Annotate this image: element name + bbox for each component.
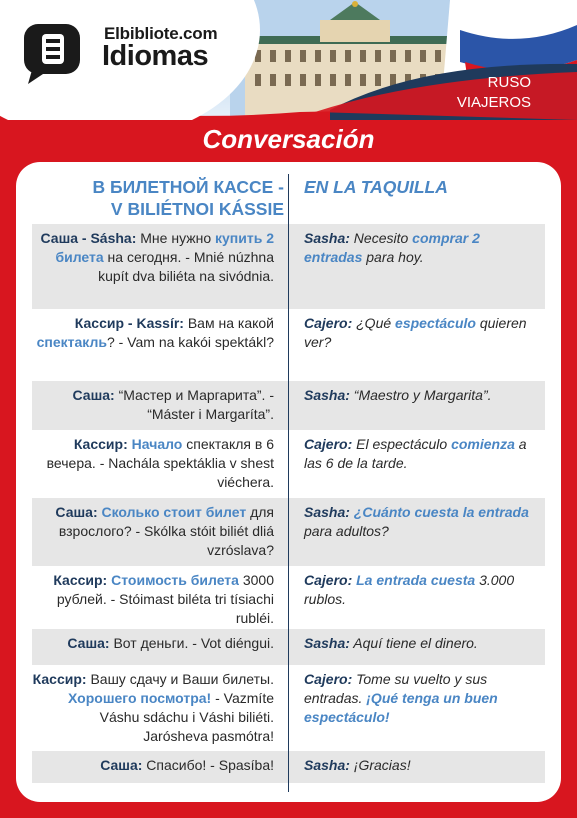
speaker-name: Sasha: [304,757,350,773]
conversation-card [16,162,561,802]
speaker-name: Cajero: [304,671,353,687]
page-title: Conversación [202,124,375,154]
dialogue-text: Вот деньги. - Vot diéngui. [109,635,274,651]
dialogue-text: a las 6 de la tarde. [304,436,527,471]
dialogue-text: Tome su vuelto y sus entradas. [304,671,488,706]
dialogue-text: Aquí tiene el dinero. [349,635,478,651]
speaker-name: Sasha: [304,504,350,520]
speaker-name: Кассир: [53,572,108,588]
column-head-russian-line2: V BILIÉTNOI KÁSSIE [110,199,284,219]
key-phrase: espectáculo [395,315,476,331]
speaker-name: Cajero: [304,436,353,452]
speaker-name: Sasha: [304,635,350,651]
spanish-line [304,571,540,609]
dialogue-text: Necesito [349,230,413,246]
key-phrase: купить 2 билета [55,230,274,265]
spanish-line [304,229,540,267]
dialogue-text: quieren ver? [304,315,527,350]
dialogue-text: ¡Gracias! [349,757,411,773]
dialogue-text: “Мастер и Маргарита”. - “Máster i Margaríta”. [114,387,274,422]
speaker-name: Саша - Sásha: [40,230,137,246]
key-phrase: Стоимость билета [111,572,239,588]
key-phrase: La entrada cuesta [356,572,476,588]
speaker-name: Саша: [55,504,98,520]
speaker-name: Саша: [72,387,115,403]
russian-line [32,503,274,560]
dialogue-text: на сегодня. - Mnié núzhna kupít dva biliéta na sivódnia. [98,249,274,284]
column-head-russian [32,176,284,220]
key-phrase: Сколько стоит билет [101,504,247,520]
header [0,0,577,120]
speech-bubble-logo-icon [22,22,92,86]
speaker-name: Кассир - Kassír: [74,315,184,331]
spanish-line [304,435,540,473]
dialogue-text: Мне нужно [136,230,215,246]
column-head-russian-line1: В БИЛЕТНОЙ КАССЕ - [92,177,284,197]
speaker-name: Саша: [67,635,110,651]
spanish-line [304,314,540,352]
column-divider [288,174,289,792]
spanish-line [304,756,540,775]
dialogue-text: ? - Vam na kakói spektákl? [106,334,274,350]
speaker-name: Cajero: [304,572,353,588]
speaker-name: Кассир: [73,436,128,452]
key-phrase: Начало [131,436,183,452]
dialogue-text: Спасибо! - Spasíba! [142,757,274,773]
speaker-name: Sasha: [304,387,350,403]
russian-line [32,756,274,775]
dialogue-text: ¿Qué [352,315,396,331]
russian-line [32,634,274,653]
dialogue-text: para adultos? [304,523,389,539]
russian-line [32,571,274,628]
dialogue-text: - Vazmíte Váshu sdáchu i Váshi biliéti. Jarósheva pasmótra! [99,690,274,744]
spanish-line [304,386,540,405]
dialogue-text: спектакля в 6 вечера. - Nachála spektáklia v shest viéchera. [46,436,274,490]
spanish-line [304,670,540,727]
dialogue-text: Вам на какой [183,315,274,331]
spanish-line [304,503,540,541]
dialogue-text: 3.000 rublos. [304,572,515,607]
brand-name: Idiomas [102,40,209,72]
russian-line [32,314,274,352]
dialogue-text: Вашу сдачу и Ваши билеты. [86,671,274,687]
russian-line [32,229,274,286]
speaker-name: Кассир: [32,671,87,687]
speaker-name: Cajero: [304,315,353,331]
key-phrase: Хорошего посмотра! [68,690,212,706]
brand-site: Elbibliote.com [104,24,218,43]
dialogue-text: para hoy. [362,249,424,265]
russian-line [32,670,274,746]
dialogue-text: El espectáculo [352,436,452,452]
key-phrase: ¿Cuánto cuesta la entrada [353,504,529,520]
key-phrase: спектакль [36,334,107,350]
language-tag: RUSO [487,74,531,91]
key-phrase: comienza [451,436,515,452]
dialogue-text: 3000 рублей. - Stóimast biléta tri tísiachi rubléi. [56,572,274,626]
russian-line [32,386,274,424]
spanish-line [304,634,540,653]
column-head-spanish: EN LA TAQUILLA [304,177,448,197]
key-phrase: ¡Qué tenga un buen espectáculo! [304,690,498,725]
dialogue-text: для взрослого? - Skólka stóit biliét dliá vzróslava? [58,504,274,558]
russian-line [32,435,274,492]
speaker-name: Sasha: [304,230,350,246]
key-phrase: comprar 2 entradas [304,230,480,265]
dialogue-text: “Maestro y Margarita”. [349,387,492,403]
speaker-name: Саша: [100,757,143,773]
audience-tag: VIAJEROS [456,94,531,111]
